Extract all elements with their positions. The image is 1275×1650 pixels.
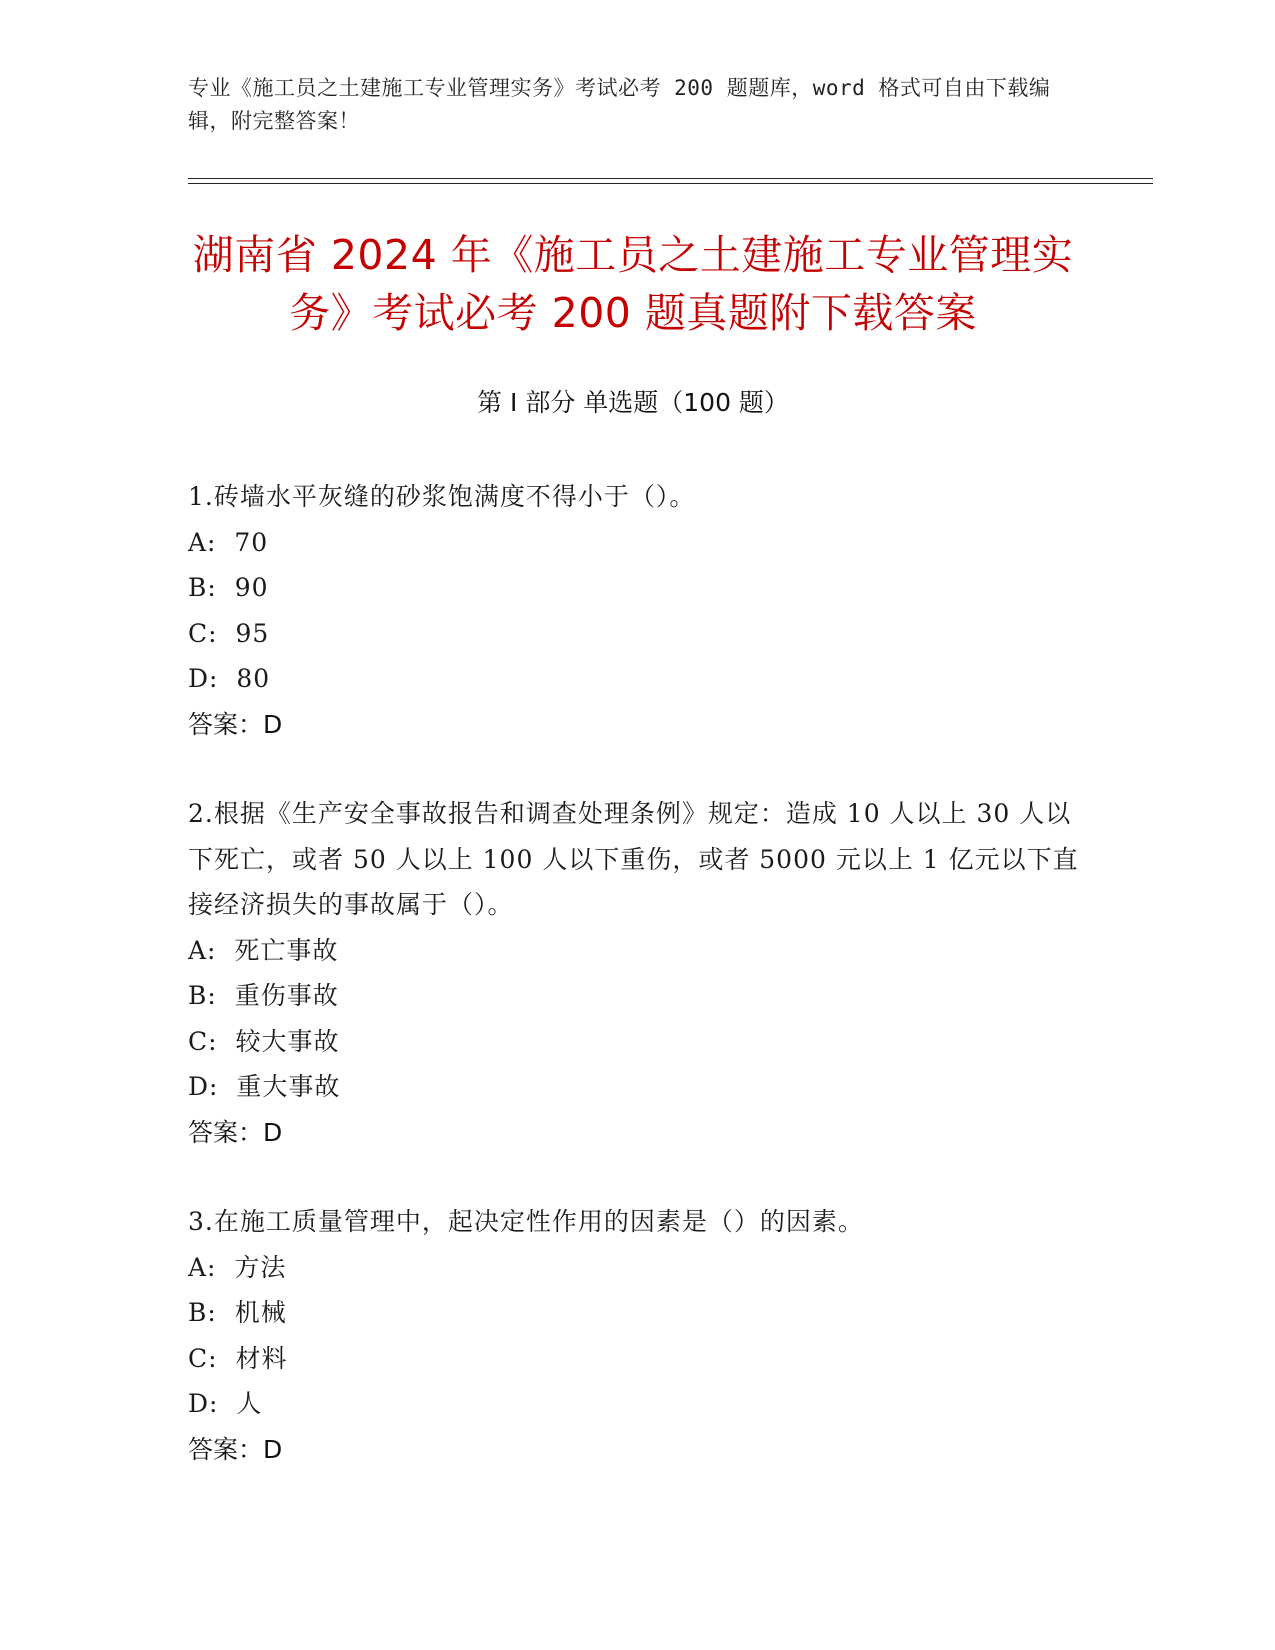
option-c: C: 材料 xyxy=(188,1343,288,1373)
answer-line: 答案：D xyxy=(188,1117,283,1147)
option-d: D: 80 xyxy=(188,664,271,693)
option-a: A: 方法 xyxy=(188,1252,287,1282)
answer-line: 答案：D xyxy=(188,1434,283,1464)
document-page xyxy=(188,0,1148,1650)
option-c: C: 95 xyxy=(188,618,270,648)
question-stem: 2.根据《生产安全事故报告和调查处理条例》规定：造成 10 人以上 30 人以下死亡，或者 50 人以上 100 人以下重伤，或者 5000 元以上 1 亿元以下直接经济损失的事故属于（）。 xyxy=(188,799,1079,919)
document-title: 湖南省 2024 年《施工员之土建施工专业管理实务》考试必考 200 题真题附下载答案 xyxy=(192,231,1074,337)
option-b: B: 90 xyxy=(188,573,269,602)
option-d: D: 重大事故 xyxy=(188,1072,341,1101)
answer-line: 答案：D xyxy=(188,709,283,739)
question-item xyxy=(188,1199,1088,1472)
header-note: 专业《施工员之土建施工专业管理实务》考试必考 200 题题库，word 格式可自由下载编辑，附完整答案！ xyxy=(188,76,1051,133)
section-heading: 第 I 部分 单选题（100 题） xyxy=(477,388,789,417)
header-divider xyxy=(188,178,1153,184)
question-stem: 1.砖墙水平灰缝的砂浆饱满度不得小于（）。 xyxy=(188,482,696,511)
option-a: A: 死亡事故 xyxy=(188,935,339,965)
question-list xyxy=(188,474,1088,1516)
question-stem: 3.在施工质量管理中，起决定性作用的因素是（）的因素。 xyxy=(188,1207,864,1236)
option-b: B: 机械 xyxy=(188,1298,287,1327)
option-b: B: 重伤事故 xyxy=(188,981,339,1010)
option-d: D: 人 xyxy=(188,1389,263,1418)
question-item xyxy=(188,474,1088,747)
question-item xyxy=(188,791,1088,1155)
option-a: A: 70 xyxy=(188,527,269,557)
option-c: C: 较大事故 xyxy=(188,1026,340,1056)
